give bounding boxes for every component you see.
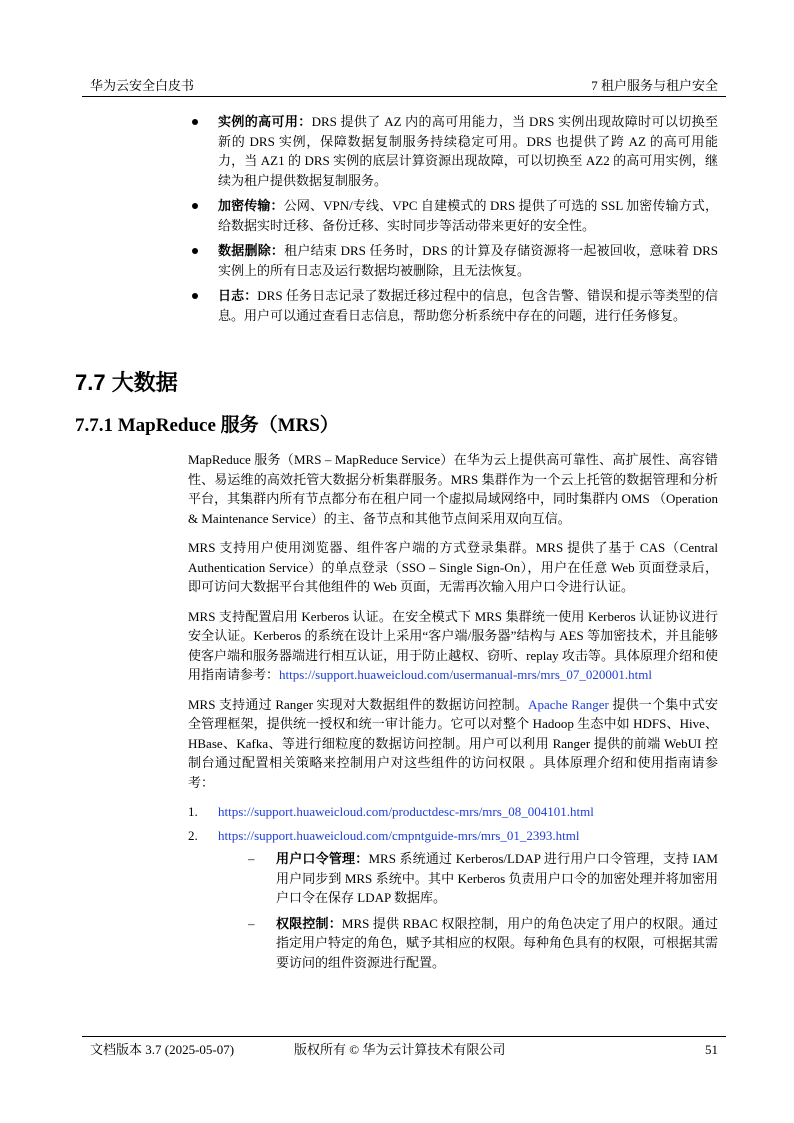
reference-list [188,802,718,972]
list-item [188,802,718,822]
bullet-title: 加密传输： [218,198,284,213]
bullet-text: 租户结束 DRS 任务时，DRS 的计算及存储资源将一起被回收，意味着 DRS 实例上的所有日志及运行数据均被删除，且无法恢复。 [218,243,718,278]
reference-link[interactable]: https://support.huaweicloud.com/cmpntguide-mrs/mrs_01_2393.html [218,827,580,843]
list-item [188,286,718,325]
apache-ranger-link[interactable]: Apache Ranger [528,696,609,712]
header-doc-title: 华为云安全白皮书 [90,78,195,93]
bullet-title: 数据删除： [218,243,285,258]
page-footer [82,1036,726,1057]
bullet-title: 实例的高可用： [218,114,312,129]
bullet-icon [192,293,198,299]
kerberos-text: MRS 支持配置启用 Kerberos 认证。在安全模式下 MRS 集群统一使用 Kerberos 认证协议进行安全认证。Kerberos 的系统在设计上采用“客户端/服务器”结构与 AES 等加密技术，并且能够使客户端和服务器端进行相互认证，用于防止越权、窃听、replay 攻击等。具体原理介绍和使用指南请参考： [188,608,718,682]
bullet-icon [192,203,198,209]
list-number: 2. [188,827,198,843]
sub-title: 用户口令管理： [276,851,369,866]
bullet-title: 日志： [218,288,258,303]
header-chapter-title: 7 租户服务与租户安全 [591,78,718,93]
paragraph-ranger [188,695,718,793]
subsection-heading: 7.7.1 MapReduce 服务（MRS） [75,415,339,436]
list-item [218,849,718,908]
paragraph-intro: MapReduce 服务（MRS – MapReduce Service）在华为云上提供高可靠性、高扩展性、高容错性、易运维的高效托管大数据分析集群服务。MRS 集群作为一个云上托管的数据管理和分析平台，其集群内所有节点都分布在租户同一个虚拟局域网络中，同时集群内 OMS （Operation & Maintenance Service）的主、备节点和其他节点间采用双向互信。 [188,452,718,526]
section-heading: 7.7 大数据 [75,370,178,395]
bullet-icon [192,119,198,125]
bullet-icon [192,248,198,254]
paragraph-kerberos [188,607,718,685]
page-number: 51 [705,1042,718,1057]
list-item [188,241,718,280]
page-header [82,78,726,97]
dash-icon: – [248,851,255,866]
ranger-text-a: MRS 支持通过 Ranger 实现对大数据组件的数据访问控制。 [188,696,529,712]
sub-text: MRS 系统通过 Kerberos/LDAP 进行用户口令管理，支持 IAM 用户同步到 MRS 系统中。其中 Kerberos 负责用户口令的加密处理并将加密用户口令在保存 LDAP 数据库。 [276,851,718,905]
bullet-text: DRS 提供了 AZ 内的高可用能力，当 DRS 实例出现故障时可以切换至新的 DRS 实例，保障数据复制服务持续稳定可用。DRS 也提供了跨 AZ 的高可用能力，当 AZ1 的 DRS 实例的底层计算资源出现故障，可以切换至 AZ2 的高可用实例，继续为租户提供数据复制服务。 [218,114,718,188]
list-item [188,112,718,190]
sub-text: MRS 提供 RBAC 权限控制，用户的角色决定了用户的权限。通过指定用户特定的角色，赋予其相应的权限。每种角色具有的权限，可根据其需要访问的组件资源进行配置。 [276,915,719,970]
footer-version: 文档版本 3.7 (2025-05-07) [90,1042,235,1057]
list-item [218,914,718,973]
kerberos-guide-link[interactable]: https://support.huaweicloud.com/usermanual-mrs/mrs_07_020001.html [279,667,652,682]
paragraph-sso: MRS 支持用户使用浏览器、组件客户端的方式登录集群。MRS 提供了基于 CAS（Central Authentication Service）的单点登录（SSO – Single Sign-On），用户在任意 Web 页面登录后，即可访问大数据平台其他组件的 Web 页面，无需再次输入用户口令进行认证。 [188,540,718,594]
bullet-text: DRS 任务日志记录了数据迁移过程中的信息，包含告警、错误和提示等类型的信息。用户可以通过查看日志信息，帮助您分析系统中存在的问题，进行任务修复。 [218,288,718,323]
list-item [188,196,718,235]
list-item [188,826,718,973]
drs-feature-list [188,112,718,331]
footer-copyright: 版权所有 © 华为云计算技术有限公司 [294,1042,506,1057]
sub-title: 权限控制： [276,915,342,931]
bullet-text: 公网、VPN/专线、VPC 自建模式的 DRS 提供了可选的 SSL 加密传输方式，给数据实时迁移、备份迁移、实时同步等活动带来更好的安全性。 [218,198,718,233]
list-number: 1. [188,804,198,819]
dash-icon: – [248,915,255,931]
reference-link[interactable]: https://support.huaweicloud.com/productdesc-mrs/mrs_08_004101.html [218,804,594,819]
sub-list [218,849,718,972]
mrs-section-body [188,450,718,978]
ranger-text-b: 提供一个集中式安全管理框架，提供统一授权和统一审计能力。它可以对整个 Hadoop 生态中如 HDFS、Hive、HBase、Kafka、等进行细粒度的数据访问控制。用户可以利用 Ranger 提供的前端 WebUI 控制台通过配置相关策略来控制用户对这些组件的访问权限 。具体原理介绍和使用指南请参考： [188,696,718,790]
